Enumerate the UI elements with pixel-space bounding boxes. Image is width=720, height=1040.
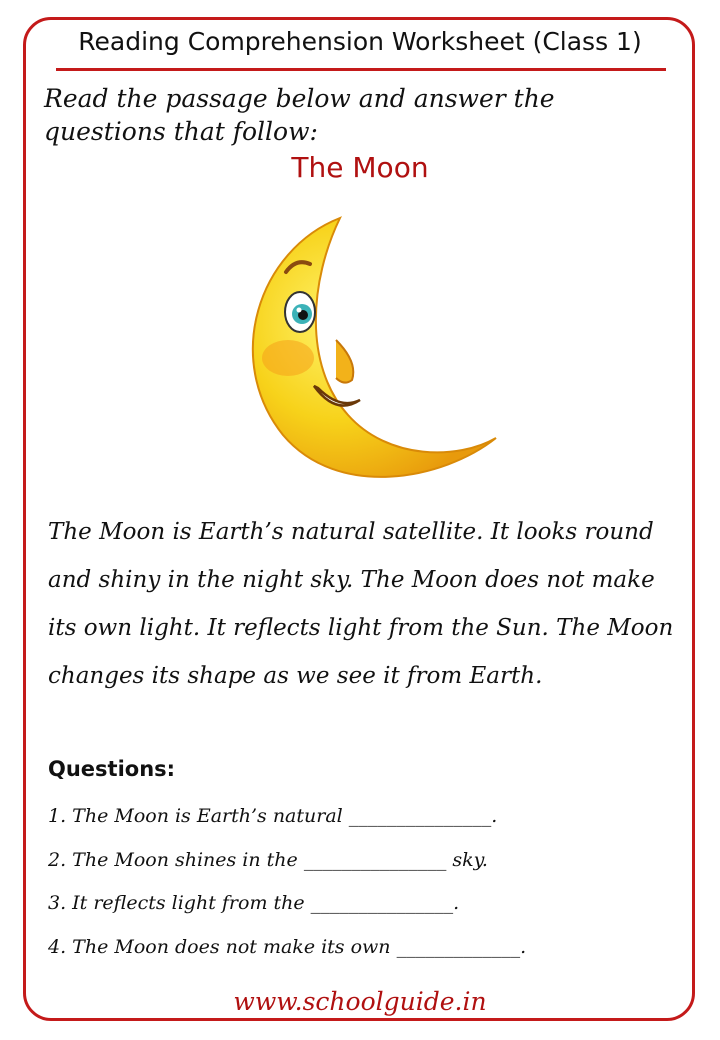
question-item: 3. It reflects light from the _______________. xyxy=(48,892,460,914)
question-item: 1. The Moon is Earth’s natural _______________. xyxy=(48,805,498,827)
reading-passage xyxy=(48,508,688,700)
footer-website: www.schoolguide.in xyxy=(233,987,487,1016)
worksheet-title: Reading Comprehension Worksheet (Class 1) xyxy=(78,27,642,56)
title-underline xyxy=(56,68,666,71)
question-item: 2. The Moon shines in the _______________ sky. xyxy=(48,848,488,871)
crescent-moon-icon xyxy=(228,210,508,490)
passage-text: The Moon is Earth’s natural satellite. It looks round and shiny in the night sky. The Moon does not make its own light. It reflects light from the Sun. The Moon changes its shape as we see it from Earth. xyxy=(48,519,674,689)
story-title: The Moon xyxy=(291,151,429,184)
questions-heading: Questions: xyxy=(48,757,176,781)
question-item: 4. The Moon does not make its own _____________. xyxy=(48,935,527,958)
question-list xyxy=(48,801,688,975)
instruction-text: Read the passage below and answer the questions that follow: xyxy=(44,84,555,146)
